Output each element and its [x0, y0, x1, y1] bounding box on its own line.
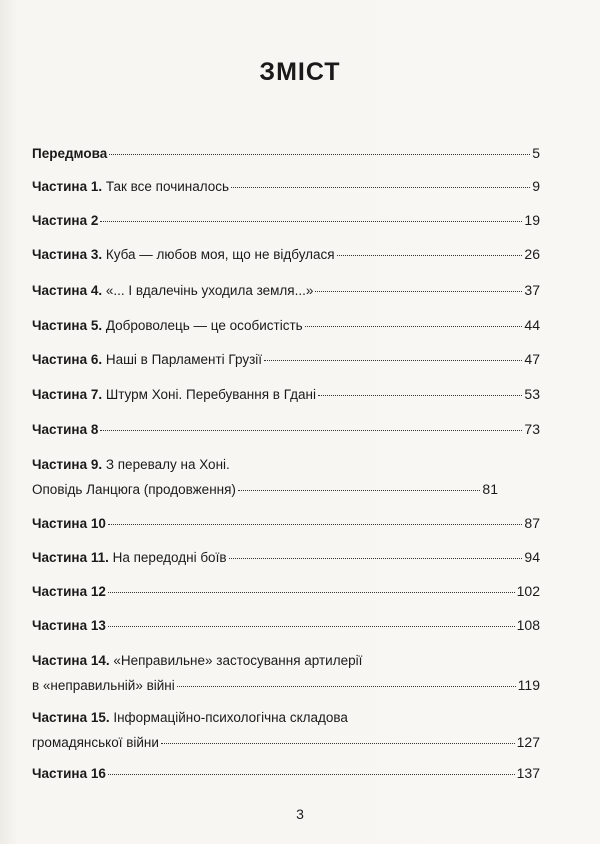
toc-entry-page: 94: [524, 549, 540, 565]
toc-entry-title-cont: Оповідь Ланцюга (продовження): [32, 482, 236, 497]
toc-entry-part: Частина 10: [32, 516, 106, 531]
toc-entry-page: 73: [524, 421, 540, 437]
toc-entry-title: Так все починалось: [102, 179, 230, 194]
toc-entry-part: Частина 5.: [32, 318, 103, 333]
toc-entry-part: Частина 6.: [32, 352, 103, 367]
toc-entry-part: Частина 9.: [32, 457, 103, 472]
toc-entry-part: Частина 8: [32, 422, 99, 437]
toc-entry-part: Частина 4.: [32, 283, 103, 298]
toc-entry-part: Передмова: [32, 146, 108, 161]
toc-entry: [32, 457, 540, 498]
dot-leader: [305, 326, 523, 327]
toc-entry-title: На передодні боїв: [108, 550, 227, 565]
toc-entry-title: Куба — любов моя, що не відбулася: [102, 247, 335, 262]
toc-entry: [32, 386, 540, 403]
toc-entry-page: 9: [532, 178, 540, 194]
dot-leader: [108, 592, 515, 593]
toc-entry-page: 108: [516, 617, 540, 633]
dot-leader: [337, 255, 523, 256]
toc-entry-page: 5: [532, 145, 540, 161]
toc-entry: [32, 549, 540, 566]
toc-entry: [32, 617, 540, 634]
dot-leader: [264, 360, 522, 361]
toc-entry-title: Доброволець — це особистість: [102, 318, 303, 333]
dot-leader: [315, 291, 522, 292]
toc-entry-part: Частина 1.: [32, 179, 103, 194]
toc-entry-page: 127: [516, 734, 540, 750]
toc-entry: [32, 653, 540, 694]
toc-entry-part: Частина 12: [32, 584, 106, 599]
toc-entry-page: 87: [524, 515, 540, 531]
dot-leader: [318, 395, 522, 396]
toc-entry: [32, 765, 540, 782]
toc-entry-title: Інформаційно-психологічна складова: [109, 710, 348, 725]
toc-entry-title: Наші в Парламенті Грузії: [102, 352, 263, 367]
dot-leader: [177, 686, 516, 687]
toc-entry-page: 119: [517, 677, 540, 693]
dot-leader: [108, 626, 515, 627]
toc-entry-part: Частина 13: [32, 618, 106, 633]
toc-entry: [32, 710, 540, 751]
toc-entry-part: Частина 14.: [32, 653, 110, 668]
toc-entry-part: Частина 7.: [32, 387, 103, 402]
toc-entry-page: 137: [516, 765, 540, 781]
toc-entry-page: 19: [524, 212, 540, 228]
dot-leader: [238, 490, 481, 491]
page-number: 3: [296, 806, 304, 822]
toc-entry: [32, 351, 540, 368]
toc-entry: [32, 212, 540, 229]
toc-entry-part: Частина 3.: [32, 247, 103, 262]
toc-entry-title: «... І вдалечінь уходила земля...»: [102, 283, 314, 298]
dot-leader: [108, 774, 515, 775]
toc-entry-title: Штурм Хоні. Перебування в Гдані: [102, 387, 316, 402]
toc-entry: [32, 583, 540, 600]
toc-entry-title-cont: в «неправильній» війні: [32, 678, 175, 693]
page-title: ЗМІСТ: [259, 58, 341, 86]
toc-entry-page: 102: [516, 583, 540, 599]
dot-leader: [100, 430, 522, 431]
toc-entry-page: 44: [524, 317, 540, 333]
dot-leader: [109, 154, 530, 155]
toc-entry-part: Частина 2: [32, 213, 99, 228]
toc-entry-part: Частина 16: [32, 766, 106, 781]
dot-leader: [229, 558, 523, 559]
toc-entry: [32, 178, 540, 195]
toc-entry-page: 81: [482, 481, 498, 497]
toc-entry-part: Частина 11.: [32, 550, 109, 565]
toc-entry: [32, 145, 540, 162]
dot-leader: [161, 743, 515, 744]
toc-entry: [32, 246, 540, 263]
toc-entry-page: 26: [524, 246, 540, 262]
toc-entry-title-cont: громадянської війни: [32, 735, 159, 750]
toc-entry-page: 53: [524, 386, 540, 402]
toc-entry-title: З перевалу на Хоні.: [102, 457, 230, 472]
dot-leader: [231, 187, 530, 188]
toc-entry: [32, 282, 540, 299]
toc-entry-page: 37: [524, 282, 540, 298]
toc-entry: [32, 317, 540, 334]
toc-entry-page: 47: [524, 351, 540, 367]
toc-entry: [32, 421, 540, 438]
toc-entry-title: «Неправильне» застосування артилерії: [109, 653, 363, 668]
dot-leader: [108, 524, 523, 525]
toc-entry-part: Частина 15.: [32, 710, 110, 725]
dot-leader: [100, 221, 522, 222]
toc-entry: [32, 515, 540, 532]
